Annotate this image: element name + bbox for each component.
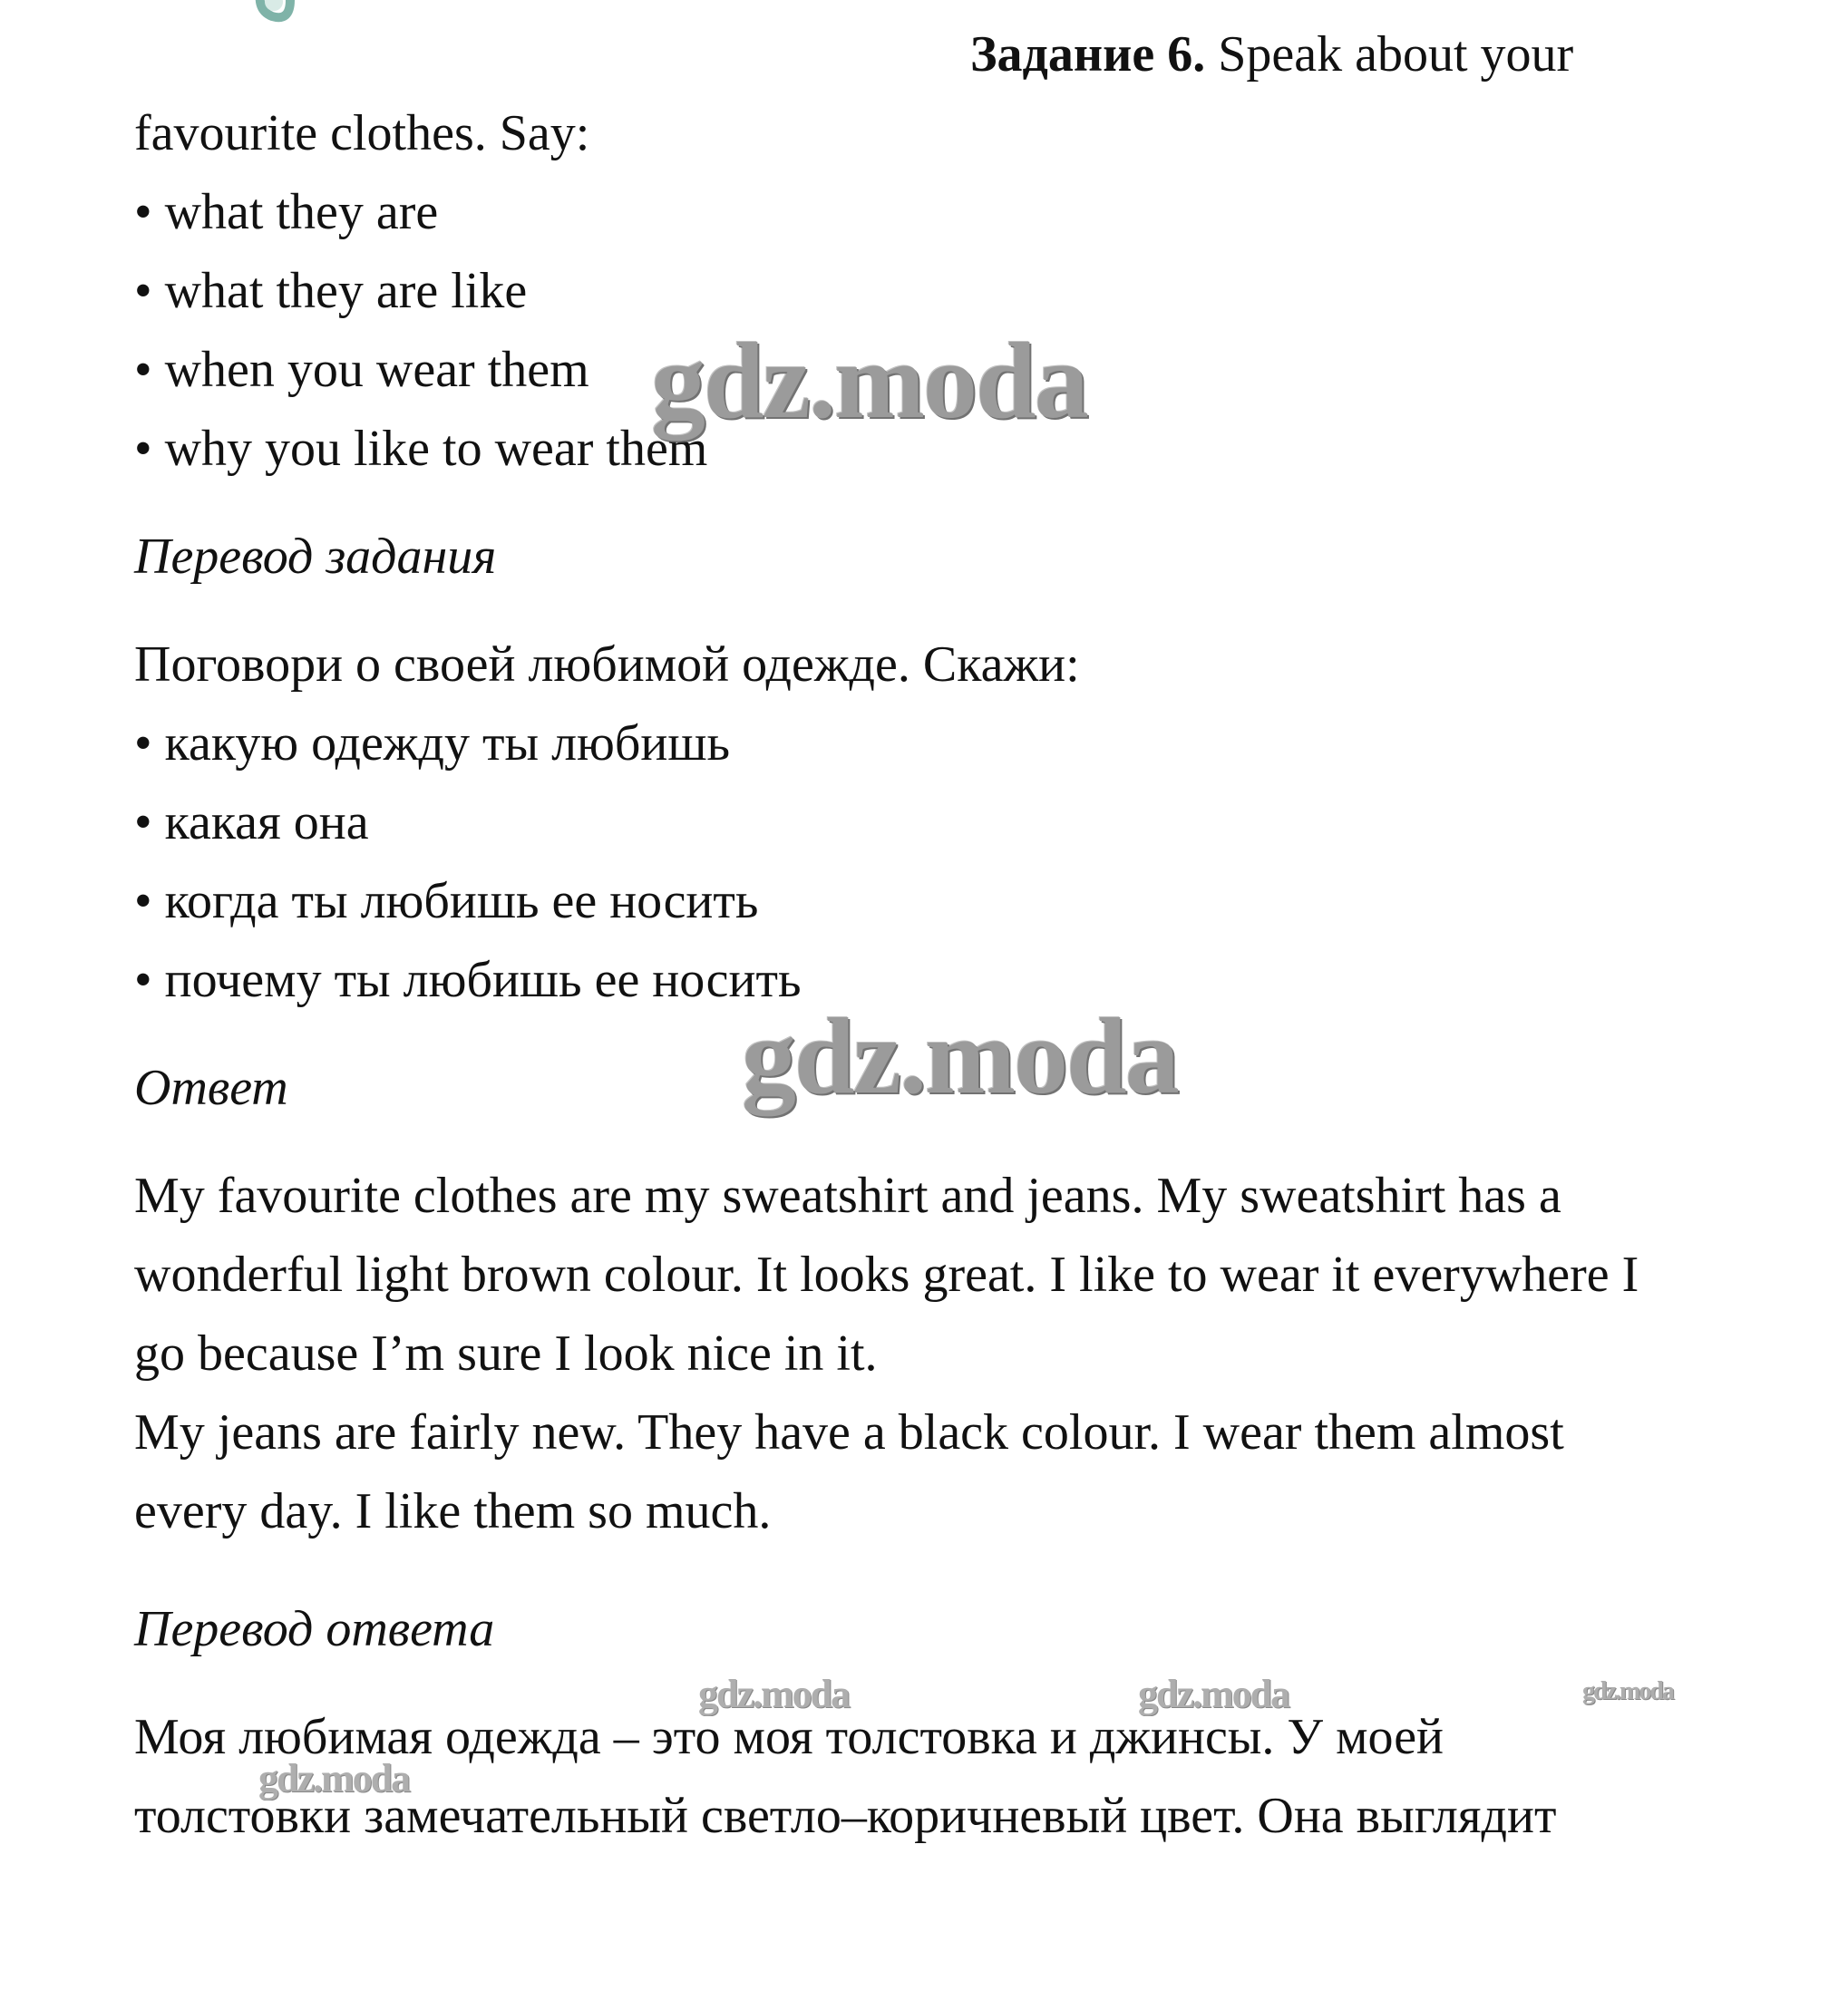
answer-line-1: My favourite clothes are my sweatshirt and jeans. My sweatshirt has a — [134, 1168, 1561, 1224]
task-prompt-second: favourite clothes. Say: — [134, 105, 590, 161]
watermark: gdz.moda — [1582, 1677, 1673, 1705]
watermark: gdz.moda — [698, 1672, 850, 1716]
watermark: gdz.moda — [258, 1756, 410, 1801]
answer-line-4: My jeans are fairly new. They have a black colour. I wear them almost — [134, 1404, 1564, 1461]
watermark: gdz.moda — [1138, 1672, 1289, 1716]
task-prompt-first: Speak about your — [1218, 26, 1574, 83]
task-bullet-4: • why you like to wear them — [134, 421, 708, 477]
answer-heading: Ответ — [134, 1060, 288, 1116]
task-bullet-2: • what they are like — [134, 263, 528, 319]
answer-line-3: go because I’m sure I look nice in it. — [134, 1325, 878, 1382]
watermark: gdz.moda — [651, 320, 1087, 441]
task-bullet-3: • when you wear them — [134, 342, 589, 398]
translation-task-heading: Перевод задания — [134, 529, 497, 585]
translation-bullet-1: • какую одежду ты любишь — [134, 715, 730, 772]
translation-bullet-2: • какая она — [134, 794, 369, 850]
task-heading-line — [970, 25, 1573, 83]
watermark: gdz.moda — [742, 995, 1178, 1116]
corner-illustration-icon — [245, 0, 462, 32]
answer-line-5: every day. I like them so much. — [134, 1483, 772, 1539]
translation-task-intro: Поговори о своей любимой одежде. Скажи: — [134, 636, 1080, 693]
translation-bullet-4: • почему ты любишь ее носить — [134, 952, 802, 1008]
task-bullet-1: • what they are — [134, 184, 439, 240]
translation-answer-line-2: толстовки замечательный светло–коричневый цвет. Она выглядит — [134, 1788, 1557, 1844]
answer-line-2: wonderful light brown colour. It looks great. I like to wear it everywhere I — [134, 1247, 1639, 1303]
translation-bullet-3: • когда ты любишь ее носить — [134, 873, 759, 929]
translation-answer-heading: Перевод ответа — [134, 1601, 495, 1657]
translation-answer-line-1: Моя любимая одежда – это моя толстовка и джинсы. У моей — [134, 1709, 1444, 1765]
task-number: Задание 6. — [970, 26, 1206, 83]
